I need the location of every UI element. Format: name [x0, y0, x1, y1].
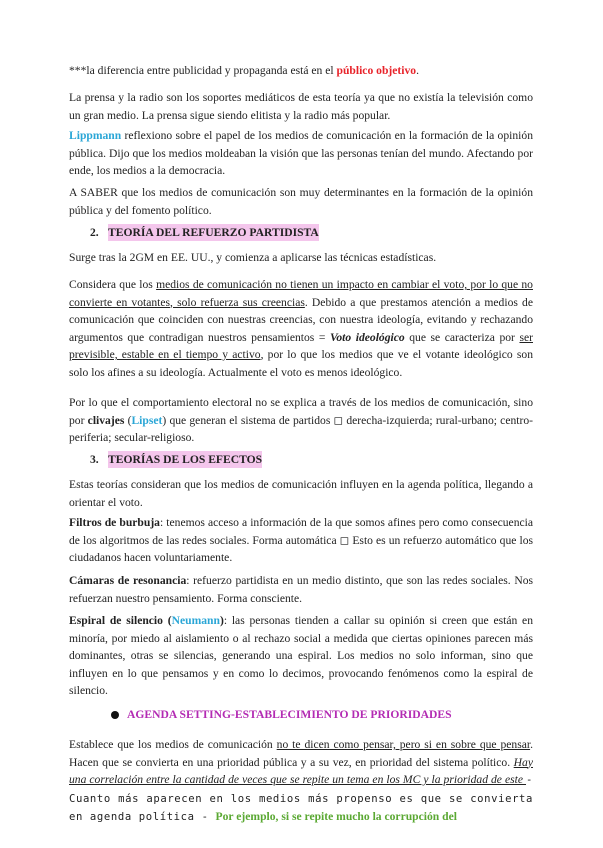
- paragraph-camaras-resonancia: Cámaras de resonancia: refuerzo partidista en un medio distinto, que son las redes sociales. Nos refuerzan nuestro pensamiento. Forma consciente.: [69, 574, 534, 605]
- paragraph-agenda-setting: Establece que los medios de comunicación no te dicen como pensar, pero si en sobre que pensar. Hacen que se convierta en una prioridad pública y a su vez, en prioridad del sistema político. Hay una correlación entre la cantidad de veces que se repite un tema en los MC y la prioridad de este - Cuanto más aparecen en los medios más propenso es que se convierta en agenda política - Por ejemplo, si se repite mucho la corrupción del: [69, 738, 533, 823]
- paragraph-a-saber: A SABER que los medios de comunicación son muy determinantes en la formación de la opinión pública y del fomento político.: [69, 186, 533, 217]
- section-2-number: 2.: [90, 226, 99, 239]
- paragraph-prensa-radio: La prensa y la radio son los soportes mediáticos de esta teoría ya que no existía la televisión como un gran medio. La prensa sigue siendo elitista y la radio más popular.: [69, 91, 533, 122]
- paragraph-surge-2gm: Surge tras la 2GM en EE. UU., y comienza a aplicarse las técnicas estadísticas.: [69, 251, 437, 264]
- paragraph-refuerzo: Considera que los medios de comunicación no tienen un impacto en cambiar el voto, por lo que no convierte en votantes, solo refuerza sus creencias. Debido a que prestamos atención a medios de comunicación que coinciden con nuestras creencias, con nuestra ideología, evitando y rechazando argumentos que contradigan nuestros pensamientos = Voto ideológico que se caracteriza por ser previsible, estable en el tiempo y activo, por lo que los medios que ve el votante ideológico son solo los afines a su ideología. Actualmente el voto es menos ideológico.: [69, 278, 533, 379]
- clivajes-term: clivajes: [87, 413, 125, 427]
- filtros-burbuja-term: Filtros de burbuja: [69, 516, 160, 529]
- publico-objetivo-highlight: público objetivo: [336, 64, 417, 77]
- paragraph-espiral-silencio: Espiral de silencio (Neumann): las personas tienden a callar su opinión si creen que están en minoría, por miedo al aislamiento o al rechazo social a medida que ciertas opiniones parecen más dominantes, otras se silencias, generando una espiral. Los medios no solo informan, sino que influyen en lo que pensamos y en como lo decimos, provocando fenómenos como la espiral de silencio.: [69, 614, 534, 697]
- paragraph-filtros-burbuja: Filtros de burbuja: tenemos acceso a información de la que somos afines pero como consecuencia de los algoritmos de las redes sociales. Forma automática ◻ Esto es un refuerzo automático que los ciudadanos hacen voluntariamente.: [69, 516, 533, 564]
- espiral-silencio-term: Espiral de silencio: [69, 614, 163, 627]
- section-2-heading: TEORÍA DEL REFUERZO PARTIDISTA: [108, 226, 319, 239]
- author-lippmann: Lippmann: [69, 129, 122, 142]
- bullet-dot-icon: [111, 711, 119, 719]
- paragraph-teorias-efectos: Estas teorías consideran que los medios de comunicación influyen en la agenda política, llegando a orientar el voto.: [69, 478, 533, 509]
- paragraph-clivajes: Por lo que el comportamiento electoral no se explica a través de los medios de comunicación, sino por clivajes (Lipset) que generan el sistema de partidos ◻ derecha-izquierda; rural-urbano; centro-periferia; secular-religioso.: [69, 396, 534, 444]
- author-lipset: Lipset: [131, 413, 163, 427]
- section-3-heading: TEORÍAS DE LOS EFECTOS: [108, 453, 263, 466]
- author-neumann: Neumann: [171, 614, 220, 627]
- voto-ideologico-term: Voto ideológico: [329, 330, 405, 344]
- camaras-resonancia-term: Cámaras de resonancia: [69, 574, 187, 587]
- paragraph-lippmann: Lippmann reflexiono sobre el papel de los medios de comunicación en la formación de la opinión pública. Dijo que los medios moldeaban la visión que las personas tenían del mundo. Afectando por ende, los medios a la democracia.: [69, 129, 533, 177]
- paragraph-publicidad-propaganda: ***la diferencia entre publicidad y propaganda está en el público objetivo.: [69, 64, 419, 77]
- section-3-number: 3.: [90, 453, 99, 466]
- agenda-setting-heading: AGENDA SETTING-ESTABLECIMIENTO DE PRIORIDADES: [127, 708, 452, 721]
